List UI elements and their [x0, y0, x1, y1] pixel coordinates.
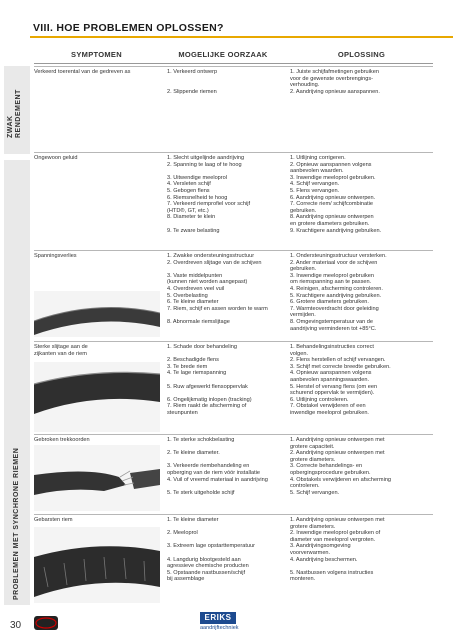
gates-logo — [34, 616, 58, 630]
symptom-cell: Verkeerd toerental van de gedreven as — [34, 69, 131, 75]
header-cause: MOGELIJKE OORZAAK — [178, 50, 268, 59]
symptom-cell: Ongewoon geluid — [34, 155, 78, 161]
symptom-cell: Gebroken trekkoorden — [34, 437, 90, 443]
title-rule — [30, 36, 453, 38]
solution-cell: 1. Aandrijving opnieuw ontwerpen met grotere diameters. 2. Inwendige meeloprol gebruiken of diameter van meeloprol vergroten. 3. Aandrijvingsomgeving voorverwarmen. 4. Aandrijving beschermen. 5. Nastbussen volgens instructies monteren. — [290, 517, 385, 583]
table-row — [34, 341, 433, 434]
belt-photo-tension-loss — [34, 291, 160, 337]
eriks-logo — [200, 612, 255, 634]
table-row — [34, 434, 433, 513]
header-symptoms: SYMPTOMEN — [71, 50, 122, 59]
table-row — [34, 514, 433, 605]
cause-cell: 1. Te sterke schokbelasting 2. Te kleine diameter. 3. Verkeerde riembehandeling en opberging van de riem vóór installatie 4. Vuil of vreemd materiaal in aandrijving 5. Te sterk uitgeholde schijf — [167, 437, 268, 496]
symptom-cell: Spanningsverlies — [34, 253, 77, 259]
page-number: 30 — [10, 620, 22, 631]
eriks-logo-subtitle: aandrijftechniek — [200, 625, 239, 631]
belt-photo-cracked — [34, 527, 160, 603]
symptom-cell: Sterke slijtage aan de zijkanten van de riem — [34, 344, 88, 357]
belt-photo-edge-wear — [34, 362, 160, 432]
cause-cell: 1. Slecht uitgelijnde aandrijving 2. Spanning te laag of te hoog 3. Uitwendige meeloprol 4. Versleten schijf 5. Gebogen flens 6. Riemsnelheid te hoog 7. Verkeerd riemprofiel voor schijf (HTD®, GT, etc.) 8. Diameter te klein 9. Te zware belasting — [167, 155, 251, 234]
sidebar-section-synchronous-belts — [4, 160, 30, 605]
cause-cell: 1. Zwakke ondersteuningsstructuur 2. Overdreven slijtage van de schijven 3. Vaste middelpunten (kunnen niet worden aangepast) 4. Overdreven veel vuil 5. Overbelasting 6. Te kleine diameter 7. Riem, schijf en assen worden te warm 8. Abnormale riemslijtage — [167, 253, 268, 325]
solution-cell: 1. Behandelingsinstructies correct volgen. 2. Flens herstellen of schijf vervangen. 3. Schijf met correcte breedte gebruiken. 4. Opnieuw aanspannen volgens aanbevolen spanningswaarden. 5. Herstel of vervang flens (om een schurend oppervlak te vermijden). 6. Uitlijning controleren. 7. Obstakel verwijderen of een inwendige meeloprol gebruiken. — [290, 344, 391, 416]
solution-cell: 1. Aandrijving opnieuw ontwerpen met grotere capaciteit. 2. Aandrijving opnieuw ontwerpen met grotere diameters. 3. Correcte behandelings- en opbergingsprocedure gebruiken. 4. Obstakels verwijderen en afscherming controleren. 5. Schijf vervangen. — [290, 437, 392, 496]
belt-photo-broken-cords — [34, 445, 160, 511]
table-row — [34, 66, 433, 153]
header-solution: OPLOSSING — [337, 50, 386, 59]
eriks-logo-name: ERIKS — [200, 612, 236, 624]
title-bar — [0, 0, 453, 36]
sidebar-label-synchronous-belts: PROBLEMEN MET SYNCHRONE RIEMEN — [13, 447, 20, 600]
cause-cell: 1. Verkeerd ontwerp 2. Slippende riemen — [167, 69, 218, 95]
solution-cell: 1. Juiste schijfafmetingen gebruiken voor de gewenste overbrengings- verhouding. 2. Aandrijving opnieuw aanspannen. — [290, 69, 380, 95]
symptom-cell: Gebarsten riem — [34, 517, 73, 523]
solution-cell: 1. Uitlijning corrigeren. 2. Opnieuw aanspannen volgens aanbevolen waarden. 3. Inwendige meeloprol gebruiken. 4. Schijf vervangen. 5. Flens vervangen. 6. Aandrijving opnieuw ontwerpen. 7. Correcte riem/ schijfcombinatie gebruiken. 8. Aandrijving opnieuw ontwerpen en grotere diameters gebruiken. 9. Krachtigere aandrijving gebruiken. — [290, 155, 382, 234]
cause-cell: 1. Schade door behandeling 2. Beschadigde flens 3. Te brede riem 4. Te lage riemspanning 5. Ruw afgewerkt flensoppervlak 6. Ongelijkmatig inlopen (tracking) 7. Riem raakt de afscherming of steunpunten — [167, 344, 252, 416]
sidebar-section-low-efficiency — [4, 66, 30, 154]
page-title: VIII. HOE PROBLEMEN OPLOSSEN? — [33, 22, 224, 34]
cause-cell: 1. Te kleine diameter 2. Meeloprol 3. Extreem lage opstarttemperatuur 4. Langdurig blootgesteld aan agressieve chemische producten 5. Opstaande nastbussen/schijf bij assemblage — [167, 517, 255, 583]
solution-cell: 1. Ondersteuningsstructuur versterken. 2. Ander materiaal voor de schijven gebruiken. 3. Inwendige meeloprol gebruiken om riemspanning aan te passen. 4. Reinigen, afscherming controleren. 5. Krachtigere aandrijving gebruiken. 6. Grotere diameters gebruiken. 7. Warmteoverdracht door geleiding vermijden. 8. Omgevingstemperatuur van de aandrijving verminderen tot +85°C. — [290, 253, 387, 332]
sidebar-label-low-efficiency: ZWAK RENDEMENT — [7, 89, 22, 138]
header-rule — [34, 63, 433, 64]
table-row — [34, 152, 433, 249]
table-row — [34, 250, 433, 341]
